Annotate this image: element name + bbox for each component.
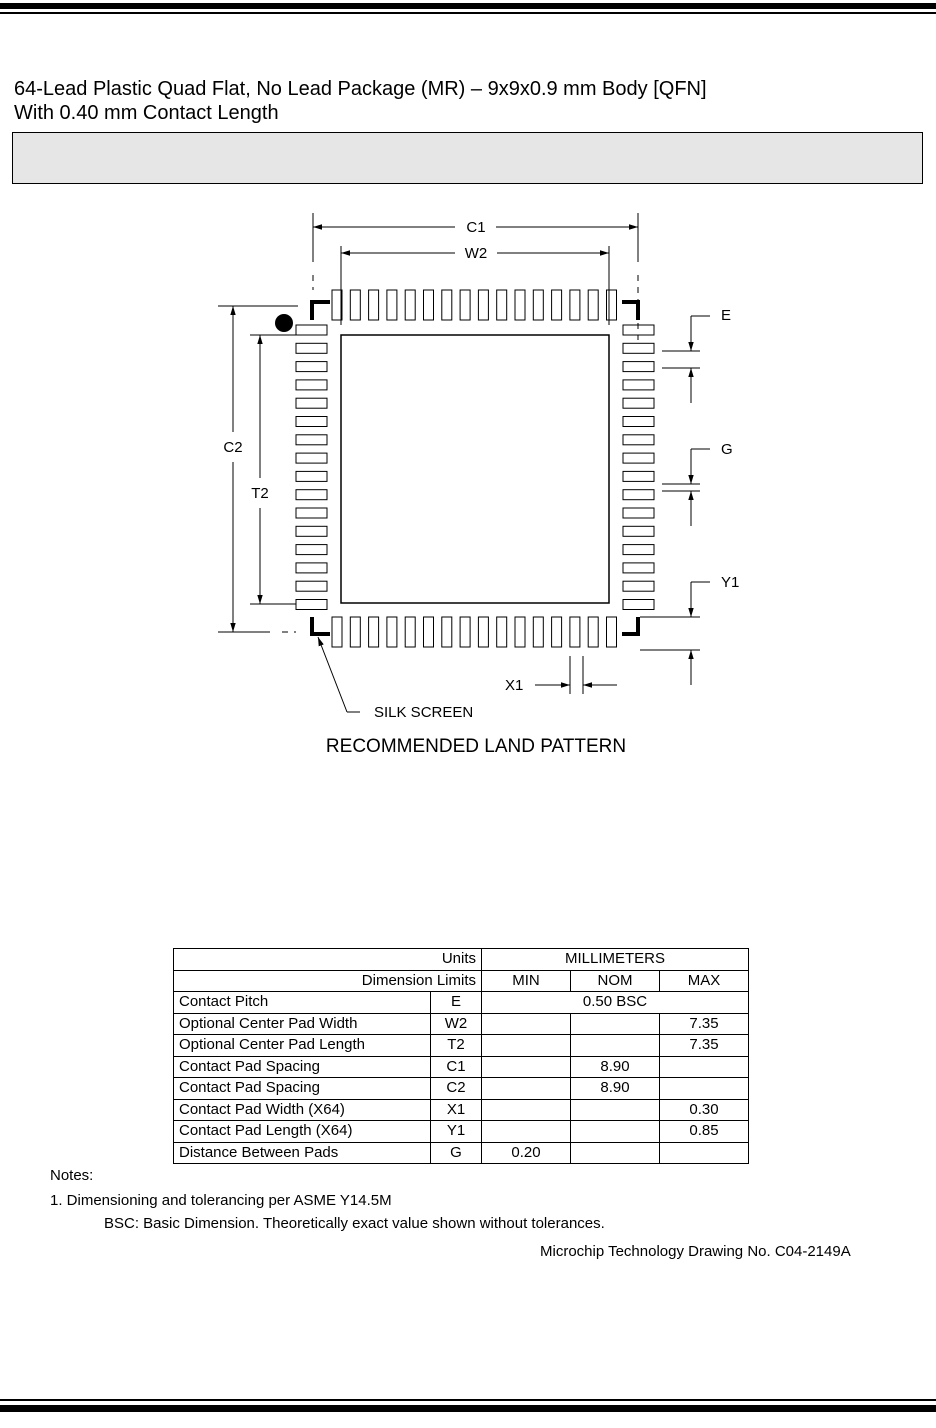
w2-label: W2 [464,245,488,262]
row-name: Contact Pad Length (X64) [174,1121,431,1143]
note-1: 1. Dimensioning and tolerancing per ASME Y14.5M [50,1192,392,1209]
table-row [174,1035,749,1057]
contact-pad [623,362,654,372]
bottom-pads [332,617,617,647]
drawing-number: Microchip Technology Drawing No. C04-2149A [540,1243,851,1260]
note-box [12,132,923,184]
silk-screen-label: SILK SCREEN [374,704,474,721]
row-name: Optional Center Pad Width [174,1013,431,1035]
row-name: Distance Between Pads [174,1142,431,1164]
contact-pad [387,617,397,647]
contact-pad [332,617,342,647]
contact-pad [387,290,397,320]
contact-pad [296,581,327,591]
contact-pad [623,508,654,518]
row-min [482,1035,571,1057]
row-name: Contact Pad Width (X64) [174,1099,431,1121]
row-nom [571,1142,660,1164]
row-nom: 8.90 [571,1056,660,1078]
contact-pad [623,398,654,408]
top-rule [0,3,936,9]
notes-heading: Notes: [50,1167,94,1184]
t2-dimension [250,335,296,604]
contact-pad [405,617,415,647]
row-min [482,1013,571,1035]
contact-pad [623,490,654,500]
contact-pad [296,453,327,463]
contact-pad [478,617,488,647]
contact-pad [478,290,488,320]
row-min [482,1121,571,1143]
contact-pad [623,545,654,555]
silk-screen-leader [318,637,360,712]
contact-pad [296,380,327,390]
row-name: Contact Pad Spacing [174,1056,431,1078]
row-symbol: G [431,1142,482,1164]
table-row [174,1121,749,1143]
contact-pad [296,490,327,500]
contact-pad [350,617,360,647]
table-row [174,1013,749,1035]
row-nom: 8.90 [571,1078,660,1100]
title-line-2: With 0.40 mm Contact Length [14,102,279,124]
contact-pad [552,617,562,647]
table-row [174,1142,749,1164]
g-dimension [662,449,710,526]
row-symbol: X1 [431,1099,482,1121]
contact-pad [552,290,562,320]
contact-pad [424,617,434,647]
row-symbol: W2 [431,1013,482,1035]
contact-pad [296,526,327,536]
table-header-units [174,949,749,971]
x1-label: X1 [505,677,524,694]
row-nom: 0.50 BSC [482,992,749,1014]
row-symbol: E [431,992,482,1014]
table-row [174,992,749,1014]
row-symbol: Y1 [431,1121,482,1143]
note-2: BSC: Basic Dimension. Theoretically exact value shown without tolerances. [104,1215,605,1232]
contact-pad [405,290,415,320]
t2-label: T2 [251,485,269,502]
table-row [174,1099,749,1121]
contact-pad [623,380,654,390]
e-label: E [721,307,732,324]
x1-dimension [535,656,617,694]
contact-pad [623,417,654,427]
contact-pad [623,435,654,445]
top-rule-thin [0,12,936,14]
contact-pad [588,617,598,647]
contact-pad [497,617,507,647]
contact-pad [296,471,327,481]
limits-label: Dimension Limits [174,970,482,992]
land-pattern-drawing [0,195,936,765]
row-symbol: C1 [431,1056,482,1078]
contact-pad [296,325,327,335]
col-min: MIN [482,970,571,992]
row-max [660,1078,749,1100]
contact-pad [623,563,654,573]
contact-pad [296,343,327,353]
contact-pad [515,290,525,320]
contact-pad [296,417,327,427]
bottom-rule-thin [0,1399,936,1401]
row-symbol: T2 [431,1035,482,1057]
center-pad [341,335,609,603]
table-row [174,1056,749,1078]
contact-pad [588,290,598,320]
contact-pad [424,290,434,320]
units-value: MILLIMETERS [482,949,749,971]
drawing-caption: RECOMMENDED LAND PATTERN [325,736,627,757]
contact-pad [570,617,580,647]
top-pads [332,290,617,320]
silk-screen-outline [312,302,638,634]
g-label: G [721,441,733,458]
row-max: 7.35 [660,1013,749,1035]
row-min: 0.20 [482,1142,571,1164]
c2-label: C2 [223,439,243,456]
row-min [482,1099,571,1121]
contact-pad [497,290,507,320]
y1-dimension [640,582,710,685]
bottom-rule [0,1405,936,1412]
units-label: Units [174,949,482,971]
contact-pad [350,290,360,320]
contact-pad [296,563,327,573]
contact-pad [296,435,327,445]
contact-pad [296,600,327,610]
row-name: Contact Pitch [174,992,431,1014]
contact-pad [533,290,543,320]
col-max: MAX [660,970,749,992]
row-max: 0.30 [660,1099,749,1121]
contact-pad [296,508,327,518]
row-nom [571,1099,660,1121]
title-line-1: 64-Lead Plastic Quad Flat, No Lead Package (MR) – 9x9x0.9 mm Body [QFN] [14,78,707,100]
contact-pad [515,617,525,647]
row-min [482,1056,571,1078]
e-dimension [662,316,710,403]
contact-pad [570,290,580,320]
row-name: Contact Pad Spacing [174,1078,431,1100]
right-pads [623,325,654,610]
left-pads [296,325,327,610]
pin-1-marker [275,314,293,332]
row-symbol: C2 [431,1078,482,1100]
c1-label: C1 [466,219,486,236]
contact-pad [369,617,379,647]
contact-pad [623,343,654,353]
contact-pad [460,617,470,647]
row-max: 0.85 [660,1121,749,1143]
contact-pad [369,290,379,320]
contact-pad [623,471,654,481]
c2-dimension [218,306,298,632]
contact-pad [296,545,327,555]
row-min [482,1078,571,1100]
row-nom [571,1013,660,1035]
row-name: Optional Center Pad Length [174,1035,431,1057]
contact-pad [460,290,470,320]
table-header-limits [174,970,749,992]
contact-pad [623,600,654,610]
document-title [14,77,707,125]
dimension-table [173,948,749,1164]
contact-pad [296,398,327,408]
col-nom: NOM [571,970,660,992]
row-max [660,1056,749,1078]
contact-pad [623,581,654,591]
contact-pad [533,617,543,647]
row-max: 7.35 [660,1035,749,1057]
y1-label: Y1 [721,574,740,591]
contact-pad [442,617,452,647]
contact-pad [607,617,617,647]
contact-pad [296,362,327,372]
row-max [660,1142,749,1164]
contact-pad [442,290,452,320]
contact-pad [623,526,654,536]
contact-pad [607,290,617,320]
row-nom [571,1121,660,1143]
row-nom [571,1035,660,1057]
table-row [174,1078,749,1100]
contact-pad [623,453,654,463]
